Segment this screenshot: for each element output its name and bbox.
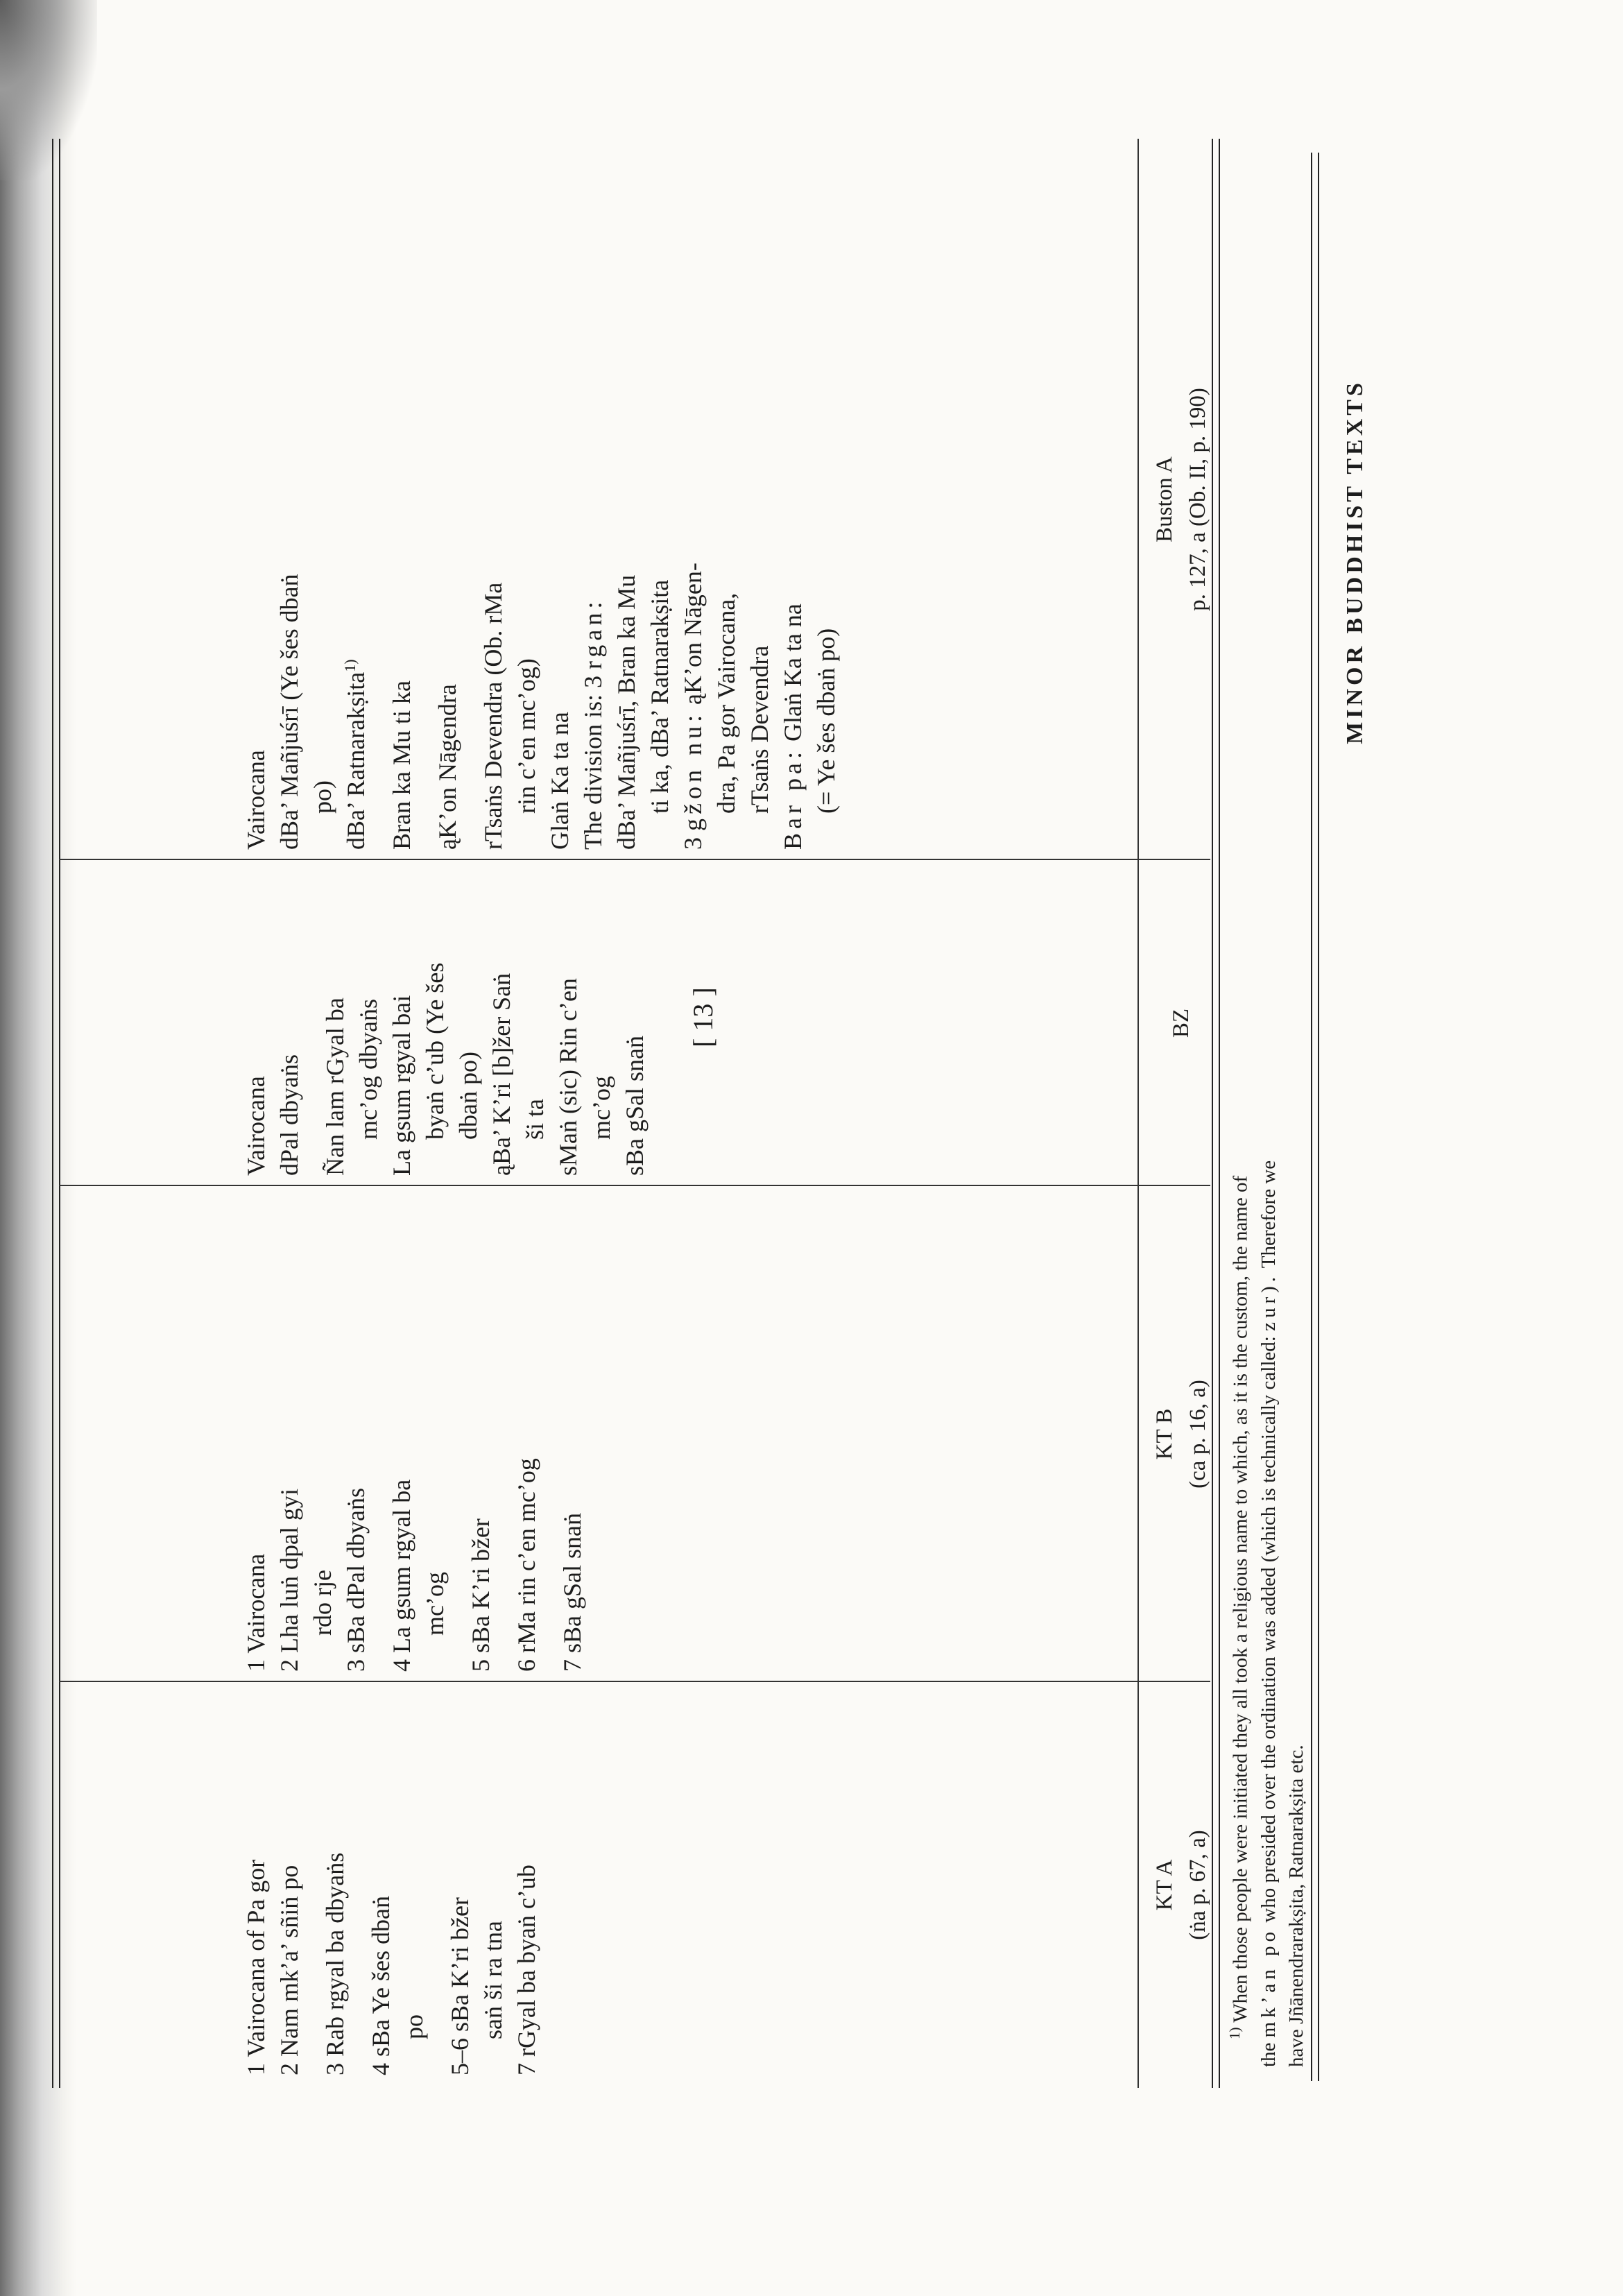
division-paragraph: The division is: 3 rgan: dBa’ Mañjuśrī, Bran ka Mu ti ka, dBa’ Ratnarakṣita: [579, 574, 673, 850]
footnote-line: the mk’an po who presided over the ordination was added (which is technically called: zur). Therefore we: [1257, 1160, 1280, 2067]
list-item: sBa gSal snaṅ: [621, 1036, 649, 1176]
list-item: Glaṅ Ka ta na: [546, 712, 574, 850]
list-item: La gsum rgyal bai byaṅ c’ub (Ye šes dbaṅ po): [388, 962, 482, 1176]
list-item: 6 rMa rin c’en mc’og: [513, 1458, 540, 1672]
header-buston-a: [1148, 139, 1217, 860]
division-gzon-nu: 3 gžon nu: ąK’on Nāgen- dra, Pa gor Vairocana, rTsaṅs Devendra: [679, 563, 773, 850]
header-title: KT A: [1152, 1859, 1177, 1911]
table-bottom-rule: [52, 139, 60, 2088]
list-item: ąBa’ K’ri [b]žer Saṅ ši ta: [488, 973, 549, 1176]
column-separator: [59, 1681, 1210, 1682]
column-bz-body: [239, 864, 651, 1176]
list-item: 2 Nam mk’a’ sñiṅ po: [275, 1865, 303, 2075]
list-item: 2 Lha luṅ dpal gyi rdo rje: [275, 1489, 336, 1672]
list-item: Bran ka Mu ti ka: [388, 680, 415, 850]
division-bar-pa: Bar pa: Glaṅ Ka ta na (= Ye šes dbaṅ po): [779, 603, 840, 850]
list-item: 5 sBa K’ri bžer: [467, 1518, 495, 1672]
list-item: 4 La gsum rgyal ba mc’og: [388, 1479, 449, 1672]
list-item: dBa’ Mañjuśrī (Ye šes dbaṅ po): [275, 574, 336, 850]
header-kt-a: [1148, 1682, 1217, 2088]
column-buston-a-body: [239, 156, 843, 850]
list-item: Ñan lam rGyal ba mc’og dbyaṅs: [321, 997, 382, 1176]
list-item: 1 Vairocana: [242, 1553, 270, 1672]
header-subtitle: (ṅa p. 67, a): [1185, 1830, 1210, 1940]
list-item: dBa’ Ratnarakṣita$^{1)}$: [341, 659, 370, 850]
list-item: sMaṅ (sic) Rin c’en mc’og: [554, 978, 615, 1176]
footnote-line: have Jñānendrarakṣita, Ratnarakṣita etc.: [1285, 1745, 1307, 2067]
footnote-bottom-rule: [1311, 153, 1319, 2081]
list-item: dPal dbyaṅs: [275, 1054, 303, 1176]
list-item: 7 rGyal ba byaṅ c’ub: [513, 1865, 540, 2075]
list-item: Vairocana: [242, 750, 270, 850]
footnote: [1221, 153, 1310, 2067]
list-item: 1 Vairocana of Pa gor: [242, 1859, 270, 2075]
header-subtitle: (ca p. 16, a): [1185, 1380, 1210, 1489]
footnote-line: $^{1)}$ When those people were initiated they all took a religious name to which, as it is the custom, the name of: [1226, 1175, 1252, 2039]
header-subtitle: p. 127, a (Ob. II, p. 190): [1185, 388, 1210, 611]
header-bz: [1148, 860, 1217, 1186]
header-kt-b: [1148, 1186, 1217, 1682]
header-title: KT B: [1152, 1408, 1177, 1460]
column-separator: [59, 859, 1210, 860]
list-item: 7 sBa gSal snaṅ: [558, 1513, 586, 1672]
list-item: 5–6 sBa K’ri bžer saṅ ši ra tna: [446, 1897, 507, 2075]
list-item: 3 Rab rgyal ba dbyaṅs: [321, 1852, 349, 2075]
header-title: BZ: [1169, 1008, 1194, 1038]
list-item: rTsaṅs Devendra (Ob. rMa rin c’en mc’og): [479, 582, 540, 850]
column-kt-b-body: [239, 1193, 589, 1672]
page-number: [ 13 ]: [687, 987, 719, 1047]
running-head: MINOR BUDDHIST TEXTS: [1342, 379, 1368, 744]
column-kt-a-body: [239, 1687, 543, 2075]
column-separator: [59, 1185, 1210, 1186]
list-item: ąK’on Nāgendra: [433, 684, 461, 850]
list-item: 4 sBa Ye šes dbaṅ po: [367, 1895, 428, 2075]
header-title: Buston A: [1152, 456, 1177, 542]
list-item: Vairocana: [242, 1076, 270, 1176]
table-header-rule: [1137, 139, 1139, 2088]
footnote-reference: 1): [341, 659, 359, 672]
list-item: 3 sBa dPal dbyaṅs: [342, 1488, 370, 1672]
